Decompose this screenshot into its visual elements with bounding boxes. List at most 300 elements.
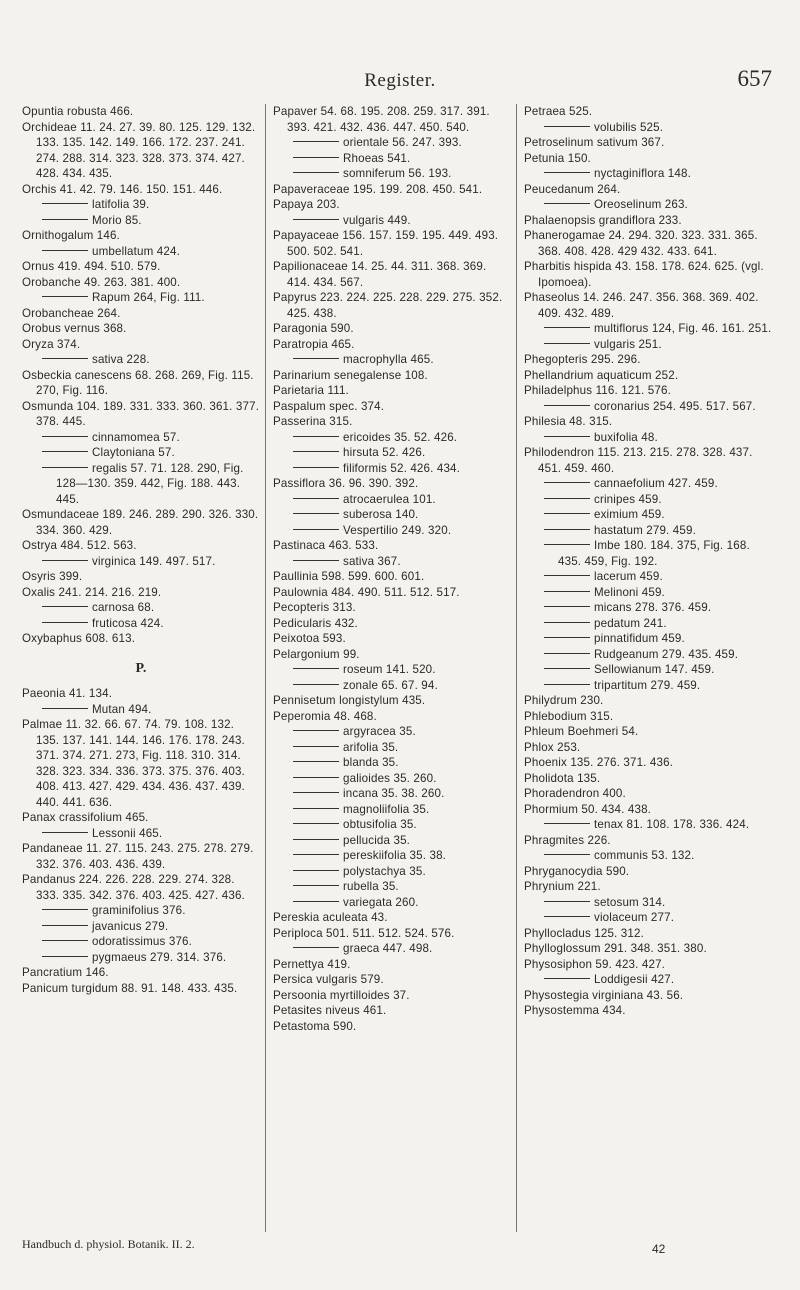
- index-entry: [524, 755, 776, 771]
- repeat-dash: [293, 467, 339, 468]
- index-column-1: [22, 104, 260, 996]
- repeat-dash: [544, 327, 590, 328]
- repeat-dash: [293, 870, 339, 871]
- repeat-dash: [42, 467, 88, 468]
- index-entry: [273, 957, 509, 973]
- index-subentry: [524, 321, 776, 337]
- signature-mark: 42: [652, 1242, 666, 1256]
- entry-text: Oryza 374.: [22, 337, 81, 351]
- entry-text: Phrynium 221.: [524, 880, 601, 893]
- entry-text: Mutan 494.: [92, 702, 152, 716]
- index-entry: [524, 1003, 776, 1019]
- index-entry: [524, 182, 776, 198]
- repeat-dash: [544, 901, 590, 902]
- index-entry: [22, 259, 260, 275]
- entry-text: vulgaris 251.: [594, 337, 662, 351]
- repeat-dash: [293, 529, 339, 530]
- entry-text: somniferum 56. 193.: [343, 167, 452, 180]
- index-entry: [524, 135, 776, 151]
- repeat-dash: [293, 901, 339, 902]
- entry-text: Phoradendron 400.: [524, 787, 626, 800]
- repeat-dash: [293, 823, 339, 824]
- entry-text: Phormium 50. 434. 438.: [524, 802, 652, 816]
- index-entry: [273, 1019, 509, 1035]
- repeat-dash: [293, 730, 339, 731]
- index-entry: [524, 771, 776, 787]
- entry-text: Paeonia 41. 134.: [22, 687, 113, 700]
- index-entry: [524, 228, 776, 259]
- entry-text: atrocaerulea 101.: [343, 492, 436, 506]
- index-entry: [22, 810, 260, 826]
- index-entry: [273, 399, 509, 415]
- entry-text: suberosa 140.: [343, 508, 419, 521]
- entry-text: Orobus vernus 368.: [22, 322, 127, 335]
- entry-text: coronarius 254. 495. 517. 567.: [594, 399, 756, 413]
- index-entry: [22, 569, 260, 585]
- entry-text: Paspalum spec. 374.: [273, 399, 385, 413]
- entry-text: Phaseolus 14. 246. 247. 356. 368. 369. 402. 409. 432. 489.: [524, 291, 759, 320]
- entry-text: Ornithogalum 146.: [22, 229, 120, 242]
- entry-text: Paullinia 598. 599. 600. 601.: [273, 570, 425, 583]
- entry-text: Petunia 150.: [524, 151, 591, 165]
- entry-text: Loddigesii 427.: [594, 973, 675, 986]
- repeat-dash: [293, 219, 339, 220]
- entry-text: Pernettya 419.: [273, 957, 351, 971]
- index-entry: [273, 383, 509, 399]
- entry-text: fruticosa 424.: [92, 616, 164, 630]
- index-entry: [273, 228, 509, 259]
- index-entry: [273, 988, 509, 1004]
- entry-text: Passiflora 36. 96. 390. 392.: [273, 477, 419, 490]
- repeat-dash: [42, 832, 88, 833]
- index-entry: [273, 910, 509, 926]
- index-subentry: [22, 826, 260, 842]
- repeat-dash: [544, 575, 590, 576]
- entry-text: carnosa 68.: [92, 601, 155, 614]
- index-subentry: [524, 507, 776, 523]
- index-subentry: [273, 848, 509, 864]
- index-subentry: [524, 895, 776, 911]
- index-subentry: [22, 244, 260, 260]
- index-subentry: [273, 430, 509, 446]
- entry-text: roseum 141. 520.: [343, 663, 436, 676]
- repeat-dash: [293, 451, 339, 452]
- repeat-dash: [42, 203, 88, 204]
- entry-text: pinnatifidum 459.: [594, 632, 685, 645]
- entry-text: Papilionaceae 14. 25. 44. 311. 368. 369. 414. 434. 567.: [273, 260, 487, 289]
- entry-text: arifolia 35.: [343, 740, 399, 754]
- index-subentry: [273, 492, 509, 508]
- index-subentry: [524, 616, 776, 632]
- repeat-dash: [293, 560, 339, 561]
- index-subentry: [524, 120, 776, 136]
- repeat-dash: [544, 684, 590, 685]
- index-entry: [524, 926, 776, 942]
- entry-text: Pereskia aculeata 43.: [273, 911, 388, 924]
- repeat-dash: [42, 925, 88, 926]
- entry-text: Physostemma 434.: [524, 1004, 626, 1017]
- index-entry: [22, 368, 260, 399]
- entry-text: violaceum 277.: [594, 911, 675, 924]
- index-subentry: [22, 919, 260, 935]
- repeat-dash: [42, 606, 88, 607]
- entry-text: Philydrum 230.: [524, 694, 604, 707]
- entry-text: Petraea 525.: [524, 105, 593, 118]
- repeat-dash: [293, 498, 339, 499]
- entry-text: Pancratium 146.: [22, 966, 109, 979]
- index-subentry: [22, 616, 260, 632]
- entry-text: virginica 149. 497. 517.: [92, 554, 216, 568]
- repeat-dash: [293, 777, 339, 778]
- entry-text: tripartitum 279. 459.: [594, 678, 701, 692]
- entry-text: Persoonia myrtilloides 37.: [273, 988, 410, 1002]
- index-subentry: [273, 445, 509, 461]
- repeat-dash: [42, 708, 88, 709]
- index-entry: [273, 182, 509, 198]
- index-subentry: [524, 337, 776, 353]
- index-subentry: [22, 197, 260, 213]
- index-entry: [524, 957, 776, 973]
- index-subentry: [524, 817, 776, 833]
- index-entry: [22, 306, 260, 322]
- index-subentry: [273, 523, 509, 539]
- entry-text: Vespertilio 249. 320.: [343, 523, 452, 537]
- entry-text: Petastoma 590.: [273, 1019, 357, 1033]
- index-entry: [524, 414, 776, 430]
- index-subentry: [524, 523, 776, 539]
- entry-text: Claytoniana 57.: [92, 446, 175, 459]
- repeat-dash: [293, 436, 339, 437]
- index-subentry: [524, 647, 776, 663]
- entry-text: Philodendron 115. 213. 215. 278. 328. 437. 451. 459. 460.: [524, 446, 753, 475]
- entry-text: incana 35. 38. 260.: [343, 787, 445, 800]
- index-entry: [524, 709, 776, 725]
- entry-text: Philadelphus 116. 121. 576.: [524, 384, 671, 397]
- index-entry: [524, 213, 776, 229]
- running-title: Register.: [364, 70, 436, 91]
- entry-text: Pedicularis 432.: [273, 616, 358, 630]
- repeat-dash: [42, 560, 88, 561]
- entry-text: Orobanche 49. 263. 381. 400.: [22, 275, 181, 289]
- repeat-dash: [293, 854, 339, 855]
- index-subentry: [273, 833, 509, 849]
- entry-text: Panax crassifolium 465.: [22, 811, 149, 824]
- index-subentry: [524, 678, 776, 694]
- index-entry: [524, 104, 776, 120]
- index-entry: [524, 693, 776, 709]
- repeat-dash: [293, 808, 339, 809]
- index-subentry: [273, 151, 509, 167]
- repeat-dash: [544, 203, 590, 204]
- entry-text: pellucida 35.: [343, 833, 411, 847]
- index-entry: [524, 352, 776, 368]
- index-entry: [273, 538, 509, 554]
- entry-text: rubella 35.: [343, 880, 399, 893]
- index-subentry: [273, 352, 509, 368]
- repeat-dash: [544, 916, 590, 917]
- footer-citation: Handbuch d. physiol. Botanik. II. 2.: [22, 1237, 195, 1251]
- index-entry: [22, 686, 260, 702]
- index-subentry: [273, 817, 509, 833]
- index-entry: [524, 786, 776, 802]
- entry-text: Periploca 501. 511. 512. 524. 576.: [273, 926, 455, 940]
- index-subentry: [273, 755, 509, 771]
- index-entry: [524, 833, 776, 849]
- entry-text: Pandanus 224. 226. 228. 229. 274. 328. 333. 335. 342. 376. 403. 425. 427. 436.: [22, 873, 245, 902]
- repeat-dash: [293, 141, 339, 142]
- entry-text: Palmae 11. 32. 66. 67. 74. 79. 108. 132. 135. 137. 141. 144. 146. 176. 178. 243. 371. 374. 271. 273, Fig. 118. 310. 314. 328. 323. 334. 336. 373. 375. 376. 403. 408. 413. 427. 429. 434. 436. 437. 439. 440. 441. 636.: [22, 718, 245, 809]
- index-subentry: [524, 430, 776, 446]
- index-subentry: [524, 492, 776, 508]
- entry-text: Osbeckia canescens 68. 268. 269, Fig. 115. 270, Fig. 116.: [22, 368, 254, 397]
- entry-text: Oxalis 241. 214. 216. 219.: [22, 585, 162, 599]
- index-subentry: [273, 554, 509, 570]
- entry-text: Phleum Boehmeri 54.: [524, 725, 639, 738]
- repeat-dash: [544, 498, 590, 499]
- entry-text: Pandaneae 11. 27. 115. 243. 275. 278. 279. 332. 376. 403. 436. 439.: [22, 842, 254, 871]
- entry-text: tenax 81. 108. 178. 336. 424.: [594, 818, 750, 831]
- index-subentry: [524, 538, 776, 569]
- index-subentry: [524, 197, 776, 213]
- index-entry: [22, 182, 260, 198]
- entry-text: vulgaris 449.: [343, 213, 411, 227]
- entry-text: pedatum 241.: [594, 616, 667, 630]
- column-divider: [265, 104, 266, 1232]
- index-entry: [524, 290, 776, 321]
- repeat-dash: [544, 529, 590, 530]
- entry-text: Papaveraceae 195. 199. 208. 450. 541.: [273, 182, 483, 196]
- index-entry: [524, 368, 776, 384]
- entry-text: sativa 367.: [343, 554, 401, 568]
- index-entry: [273, 616, 509, 632]
- index-subentry: [524, 910, 776, 926]
- index-subentry: [22, 600, 260, 616]
- index-subentry: [22, 213, 260, 229]
- repeat-dash: [293, 513, 339, 514]
- entry-text: blanda 35.: [343, 756, 399, 769]
- entry-text: zonale 65. 67. 94.: [343, 678, 438, 692]
- entry-text: Pelargonium 99.: [273, 647, 360, 661]
- index-entry: [524, 151, 776, 167]
- repeat-dash: [42, 436, 88, 437]
- entry-text: Osyris 399.: [22, 570, 83, 583]
- repeat-dash: [293, 157, 339, 158]
- entry-text: regalis 57. 71. 128. 290, Fig. 128—130. 359. 442, Fig. 188. 443. 445.: [56, 461, 244, 506]
- index-entry: [273, 414, 509, 430]
- entry-text: Physosiphon 59. 423. 427.: [524, 957, 666, 971]
- index-subentry: [273, 895, 509, 911]
- repeat-dash: [544, 978, 590, 979]
- entry-text: Papyrus 223. 224. 225. 228. 229. 275. 352. 425. 438.: [273, 291, 503, 320]
- entry-text: macrophylla 465.: [343, 353, 434, 366]
- index-subentry: [273, 740, 509, 756]
- entry-text: nyctaginiflora 148.: [594, 167, 691, 180]
- repeat-dash: [293, 947, 339, 948]
- index-entry: [22, 872, 260, 903]
- entry-text: polystachya 35.: [343, 864, 426, 878]
- index-subentry: [273, 166, 509, 182]
- index-subentry: [524, 631, 776, 647]
- entry-text: Papaver 54. 68. 195. 208. 259. 317. 391. 393. 421. 432. 436. 447. 450. 540.: [273, 105, 490, 134]
- index-entry: [22, 538, 260, 554]
- repeat-dash: [544, 606, 590, 607]
- entry-text: Rudgeanum 279. 435. 459.: [594, 647, 739, 661]
- entry-text: graminifolius 376.: [92, 904, 186, 917]
- index-subentry: [273, 507, 509, 523]
- entry-text: Parietaria 111.: [273, 384, 349, 397]
- entry-text: Imbe 180. 184. 375, Fig. 168. 435. 459, Fig. 192.: [558, 539, 750, 568]
- entry-text: Phryganocydia 590.: [524, 864, 630, 878]
- entry-text: Pholidota 135.: [524, 771, 601, 785]
- index-column-3: [524, 104, 776, 1019]
- index-subentry: [524, 476, 776, 492]
- entry-text: Morio 85.: [92, 213, 142, 227]
- index-entry: [273, 631, 509, 647]
- entry-text: Peixotoa 593.: [273, 632, 346, 645]
- index-entry: [22, 507, 260, 538]
- index-entry: [524, 445, 776, 476]
- repeat-dash: [544, 513, 590, 514]
- index-entry: [524, 988, 776, 1004]
- repeat-dash: [42, 451, 88, 452]
- repeat-dash: [293, 668, 339, 669]
- entry-text: Pecopteris 313.: [273, 601, 356, 614]
- index-entry: [273, 476, 509, 492]
- entry-text: Orchis 41. 42. 79. 146. 150. 151. 446.: [22, 182, 223, 196]
- repeat-dash: [544, 854, 590, 855]
- index-subentry: [22, 934, 260, 950]
- index-entry: [22, 965, 260, 981]
- index-subentry: [273, 864, 509, 880]
- entry-text: cinnamomea 57.: [92, 430, 180, 444]
- index-entry: [22, 717, 260, 810]
- entry-text: Phalaenopsis grandiflora 233.: [524, 213, 682, 227]
- entry-text: lacerum 459.: [594, 570, 663, 583]
- index-subentry: [22, 702, 260, 718]
- index-entry: [22, 228, 260, 244]
- entry-text: Opuntia robusta 466.: [22, 105, 134, 118]
- entry-text: Passerina 315.: [273, 415, 353, 428]
- entry-text: orientale 56. 247. 393.: [343, 136, 462, 149]
- index-entry: [22, 120, 260, 182]
- index-entry: [22, 321, 260, 337]
- repeat-dash: [544, 436, 590, 437]
- repeat-dash: [42, 296, 88, 297]
- entry-text: eximium 459.: [594, 508, 665, 521]
- index-entry: [22, 399, 260, 430]
- repeat-dash: [42, 219, 88, 220]
- index-subentry: [22, 554, 260, 570]
- entry-text: Pennisetum longistylum 435.: [273, 694, 426, 707]
- entry-text: odoratissimus 376.: [92, 935, 193, 948]
- repeat-dash: [544, 668, 590, 669]
- entry-text: umbellatum 424.: [92, 244, 180, 258]
- entry-text: Phegopteris 295. 296.: [524, 353, 641, 366]
- index-entry: [22, 585, 260, 601]
- entry-text: Phlebodium 315.: [524, 709, 614, 723]
- index-subentry: [273, 771, 509, 787]
- index-subentry: [273, 786, 509, 802]
- index-subentry: [524, 662, 776, 678]
- index-entry: [524, 383, 776, 399]
- repeat-dash: [42, 909, 88, 910]
- entry-text: Paragonia 590.: [273, 322, 354, 335]
- entry-text: Philesia 48. 315.: [524, 415, 613, 428]
- index-entry: [273, 104, 509, 135]
- entry-text: volubilis 525.: [594, 120, 664, 134]
- index-entry: [273, 290, 509, 321]
- index-subentry: [273, 135, 509, 151]
- entry-text: filiformis 52. 426. 434.: [343, 461, 461, 475]
- repeat-dash: [544, 172, 590, 173]
- index-subentry: [524, 399, 776, 415]
- index-subentry: [273, 941, 509, 957]
- index-subentry: [273, 461, 509, 477]
- index-subentry: [273, 678, 509, 694]
- entry-text: galioides 35. 260.: [343, 771, 437, 785]
- entry-text: javanicus 279.: [92, 919, 169, 933]
- index-entry: [22, 981, 260, 997]
- entry-text: Phylloglossum 291. 348. 351. 380.: [524, 942, 707, 955]
- index-entry: [273, 585, 509, 601]
- repeat-dash: [544, 343, 590, 344]
- entry-text: Osmunda 104. 189. 331. 333. 360. 361. 377. 378. 445.: [22, 399, 260, 428]
- entry-text: Paulownia 484. 490. 511. 512. 517.: [273, 585, 460, 599]
- index-entry: [524, 941, 776, 957]
- repeat-dash: [42, 250, 88, 251]
- entry-text: magnoliifolia 35.: [343, 802, 430, 816]
- repeat-dash: [42, 622, 88, 623]
- index-entry: [22, 337, 260, 353]
- index-entry: [273, 197, 509, 213]
- entry-text: sativa 228.: [92, 353, 150, 366]
- index-entry: [22, 631, 260, 647]
- entry-text: pereskiifolia 35. 38.: [343, 849, 447, 862]
- index-entry: [273, 259, 509, 290]
- index-subentry: [273, 662, 509, 678]
- repeat-dash: [293, 792, 339, 793]
- entry-text: ericoides 35. 52. 426.: [343, 430, 458, 444]
- repeat-dash: [544, 482, 590, 483]
- repeat-dash: [544, 544, 590, 545]
- entry-text: Pastinaca 463. 533.: [273, 539, 379, 552]
- index-entry: [524, 740, 776, 756]
- entry-text: Peperomia 48. 468.: [273, 709, 377, 723]
- repeat-dash: [293, 839, 339, 840]
- entry-text: variegata 260.: [343, 895, 419, 909]
- index-subentry: [22, 445, 260, 461]
- entry-text: Phragmites 226.: [524, 833, 611, 847]
- index-entry: [273, 569, 509, 585]
- index-subentry: [22, 352, 260, 368]
- repeat-dash: [544, 622, 590, 623]
- entry-text: argyracea 35.: [343, 725, 416, 738]
- entry-text: obtusifolia 35.: [343, 818, 417, 831]
- entry-text: pygmaeus 279. 314. 376.: [92, 950, 227, 964]
- entry-text: Petasites niveus 461.: [273, 1004, 387, 1017]
- index-column-2: [273, 104, 509, 1034]
- entry-text: Panicum turgidum 88. 91. 148. 433. 435.: [22, 981, 238, 995]
- repeat-dash: [293, 746, 339, 747]
- entry-text: Peucedanum 264.: [524, 182, 621, 196]
- index-subentry: [273, 213, 509, 229]
- entry-text: Phlox 253.: [524, 740, 581, 754]
- entry-text: Phoenix 135. 276. 371. 436.: [524, 756, 674, 769]
- page-number: 657: [737, 66, 772, 91]
- index-subentry: [22, 430, 260, 446]
- entry-text: Oreoselinum 263.: [594, 198, 688, 211]
- entry-text: Sellowianum 147. 459.: [594, 663, 715, 676]
